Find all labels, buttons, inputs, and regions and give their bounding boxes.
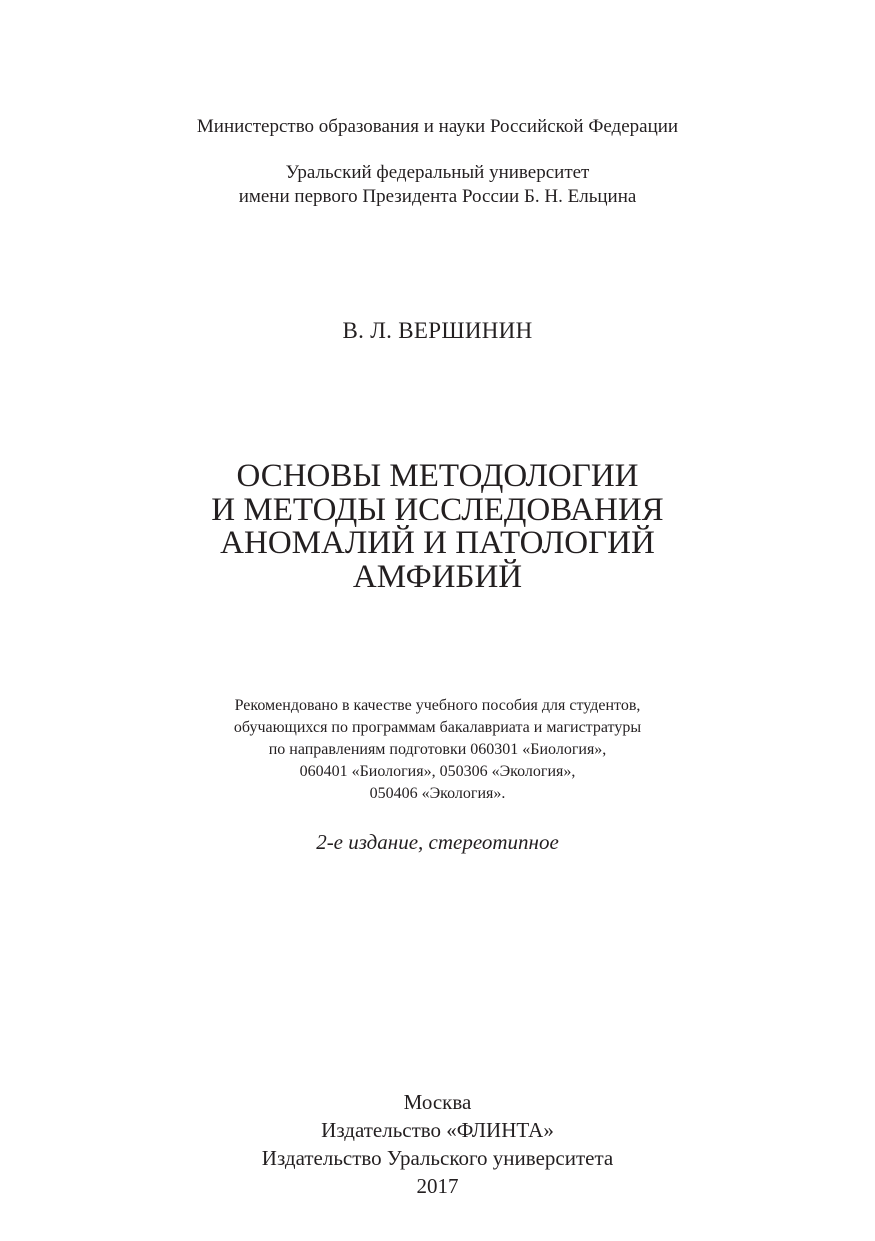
author-name: В. Л. ВЕРШИНИН: [342, 318, 533, 343]
recommendation-line: 050406 «Экология».: [369, 785, 506, 802]
imprint-publisher-2: Издательство Уральского университета: [261, 1146, 614, 1170]
recommendation-note: [0, 695, 875, 805]
imprint-publisher-1: Издательство «ФЛИНТА»: [321, 1118, 554, 1142]
book-title-line: И МЕТОДЫ ИССЛЕДОВАНИЯ: [211, 491, 664, 528]
university-name-line-2: имени первого Президента России Б. Н. Ельцина: [238, 186, 637, 207]
imprint-city: Москва: [403, 1090, 472, 1114]
recommendation-line: 060401 «Биология», 050306 «Экология»,: [299, 763, 576, 780]
recommendation-line: Рекомендовано в качестве учебного пособия для студентов,: [234, 697, 641, 714]
edition-note: 2-е издание, стереотипное: [316, 830, 559, 854]
ministry-name: Министерство образования и науки Российской Федерации: [196, 116, 679, 137]
imprint: [0, 1088, 875, 1200]
book-title-line: АМФИБИЙ: [352, 558, 523, 595]
book-title-line: АНОМАЛИЙ И ПАТОЛОГИЙ: [220, 525, 655, 561]
book-title: [0, 460, 875, 594]
recommendation-line: по направлениям подготовки 060301 «Биология»,: [268, 741, 607, 758]
university-name-line-1: Уральский федеральный университет: [285, 162, 590, 183]
imprint-year: 2017: [416, 1174, 459, 1198]
recommendation-line: обучающихся по программам бакалавриата и магистратуры: [233, 719, 642, 736]
book-title-line: ОСНОВЫ МЕТОДОЛОГИИ: [236, 458, 639, 494]
